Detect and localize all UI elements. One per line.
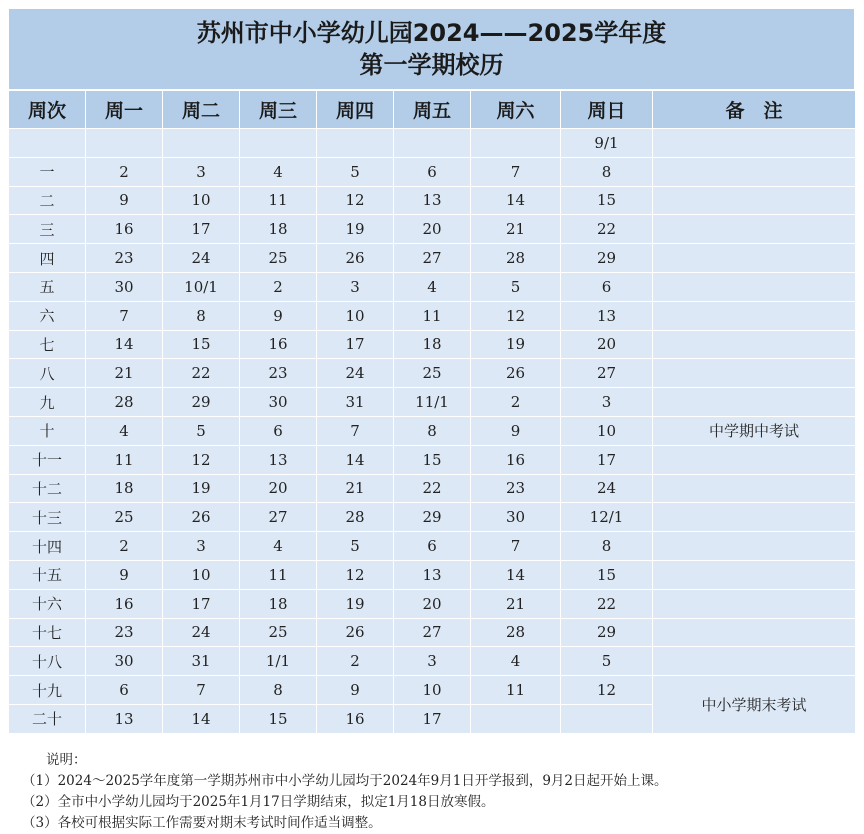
calendar-subtitle: 第一学期校历	[359, 51, 504, 79]
day-cell: 2	[240, 272, 317, 301]
day-cell: 3	[394, 647, 471, 676]
header-wed: 周三	[240, 91, 317, 129]
day-cell: 14	[471, 560, 561, 589]
header-mon: 周一	[86, 91, 163, 129]
remark-cell	[653, 215, 856, 244]
day-cell: 29	[561, 244, 653, 273]
day-cell: 28	[86, 388, 163, 417]
header-fri: 周五	[394, 91, 471, 129]
week-number-cell: 六	[9, 301, 86, 330]
day-cell: 19	[471, 330, 561, 359]
day-cell: 14	[317, 445, 394, 474]
week-number-cell: 十七	[9, 618, 86, 647]
day-cell: 31	[317, 388, 394, 417]
day-cell: 18	[86, 474, 163, 503]
table-row	[9, 589, 856, 618]
day-cell: 24	[561, 474, 653, 503]
notes-heading: 说明：	[46, 752, 87, 768]
day-cell: 23	[86, 244, 163, 273]
note-item-3: （3）各校可根据实际工作需要对期末考试时间作适当调整。	[22, 815, 382, 831]
day-cell: 11	[240, 560, 317, 589]
table-row	[9, 445, 856, 474]
day-cell: 19	[317, 589, 394, 618]
day-cell: 17	[163, 589, 240, 618]
day-cell: 9/1	[561, 129, 653, 158]
day-cell: 13	[561, 301, 653, 330]
day-cell: 11	[86, 445, 163, 474]
day-cell: 12	[317, 186, 394, 215]
day-cell: 30	[86, 272, 163, 301]
day-cell: 2	[86, 532, 163, 561]
day-cell: 11	[240, 186, 317, 215]
remark-final: 中小学期末考试	[653, 676, 856, 734]
day-cell: 27	[561, 359, 653, 388]
day-cell: 15	[394, 445, 471, 474]
table-row	[9, 388, 856, 417]
day-cell: 10/1	[163, 272, 240, 301]
header-row	[9, 91, 856, 129]
remark-cell	[653, 532, 856, 561]
day-cell: 21	[471, 215, 561, 244]
day-cell: 15	[561, 560, 653, 589]
day-cell: 7	[317, 416, 394, 445]
day-cell: 12	[561, 676, 653, 705]
day-cell: 22	[394, 474, 471, 503]
day-cell: 15	[163, 330, 240, 359]
week-number-cell: 十八	[9, 647, 86, 676]
remark-cell	[653, 618, 856, 647]
day-cell: 8	[561, 157, 653, 186]
week-number-cell: 十六	[9, 589, 86, 618]
day-cell: 20	[561, 330, 653, 359]
calendar-title-block	[8, 8, 855, 90]
day-cell: 28	[471, 618, 561, 647]
calendar-table	[8, 90, 856, 734]
day-cell: 26	[317, 618, 394, 647]
remark-cell	[653, 272, 856, 301]
remark-cell	[653, 560, 856, 589]
day-cell: 5	[471, 272, 561, 301]
remark-midterm: 中学期中考试	[653, 416, 856, 445]
day-cell: 23	[471, 474, 561, 503]
day-cell: 4	[471, 647, 561, 676]
day-cell: 20	[394, 215, 471, 244]
day-cell: 14	[86, 330, 163, 359]
remark-cell	[653, 129, 856, 158]
day-cell: 10	[394, 676, 471, 705]
day-cell: 23	[240, 359, 317, 388]
day-cell: 28	[471, 244, 561, 273]
day-cell: 10	[317, 301, 394, 330]
day-cell: 22	[561, 589, 653, 618]
week-number-cell: 十一	[9, 445, 86, 474]
day-cell: 11	[394, 301, 471, 330]
day-cell: 15	[561, 186, 653, 215]
table-row	[9, 301, 856, 330]
day-cell: 22	[561, 215, 653, 244]
day-cell: 21	[317, 474, 394, 503]
day-cell: 26	[471, 359, 561, 388]
day-cell: 27	[394, 618, 471, 647]
day-cell: 16	[86, 589, 163, 618]
table-row	[9, 157, 856, 186]
day-cell: 21	[471, 589, 561, 618]
table-row	[9, 129, 856, 158]
table-row	[9, 503, 856, 532]
day-cell: 14	[163, 704, 240, 733]
week-number-cell: 十五	[9, 560, 86, 589]
calendar-body	[9, 129, 856, 734]
remark-cell	[653, 388, 856, 417]
day-cell: 13	[394, 186, 471, 215]
day-cell: 4	[86, 416, 163, 445]
week-number-cell: 五	[9, 272, 86, 301]
week-number-cell: 十九	[9, 676, 86, 705]
table-row	[9, 272, 856, 301]
week-number-cell: 二十	[9, 704, 86, 733]
day-cell: 10	[561, 416, 653, 445]
day-cell: 7	[86, 301, 163, 330]
day-cell: 12	[471, 301, 561, 330]
day-cell: 30	[86, 647, 163, 676]
day-cell: 11	[471, 676, 561, 705]
day-cell: 11/1	[394, 388, 471, 417]
week-number-cell: 十四	[9, 532, 86, 561]
school-calendar	[8, 8, 855, 831]
day-cell: 5	[163, 416, 240, 445]
remark-cell	[653, 186, 856, 215]
day-cell: 5	[561, 647, 653, 676]
table-row	[9, 474, 856, 503]
day-cell: 3	[561, 388, 653, 417]
week-number-cell: 八	[9, 359, 86, 388]
day-cell: 29	[394, 503, 471, 532]
day-cell: 12	[317, 560, 394, 589]
day-cell: 10	[163, 186, 240, 215]
day-cell: 9	[86, 186, 163, 215]
day-cell: 10	[163, 560, 240, 589]
day-cell: 12/1	[561, 503, 653, 532]
day-cell: 31	[163, 647, 240, 676]
day-cell: 25	[240, 618, 317, 647]
header-sat: 周六	[471, 91, 561, 129]
week-number-cell: 十二	[9, 474, 86, 503]
day-cell: 17	[163, 215, 240, 244]
day-cell: 6	[240, 416, 317, 445]
day-cell: 16	[317, 704, 394, 733]
table-row	[9, 416, 856, 445]
week-number-cell: 九	[9, 388, 86, 417]
note-item-2: （2）全市中小学幼儿园均于2025年1月17日学期结束，拟定1月18日放寒假。	[22, 794, 495, 810]
header-tue: 周二	[163, 91, 240, 129]
week-number-cell: 三	[9, 215, 86, 244]
remark-cell	[653, 359, 856, 388]
day-cell: 18	[240, 215, 317, 244]
day-cell: 27	[240, 503, 317, 532]
day-cell: 13	[86, 704, 163, 733]
day-cell: 16	[240, 330, 317, 359]
day-cell: 9	[86, 560, 163, 589]
table-row	[9, 618, 856, 647]
day-cell	[317, 129, 394, 158]
day-cell: 6	[394, 157, 471, 186]
day-cell: 23	[86, 618, 163, 647]
remark-cell	[653, 445, 856, 474]
remark-cell	[653, 244, 856, 273]
day-cell: 3	[163, 532, 240, 561]
day-cell: 3	[163, 157, 240, 186]
day-cell: 8	[394, 416, 471, 445]
remark-cell	[653, 474, 856, 503]
day-cell	[86, 129, 163, 158]
day-cell	[394, 129, 471, 158]
day-cell: 24	[163, 244, 240, 273]
day-cell: 13	[394, 560, 471, 589]
day-cell: 8	[240, 676, 317, 705]
day-cell: 7	[163, 676, 240, 705]
header-week: 周次	[9, 91, 86, 129]
day-cell: 25	[86, 503, 163, 532]
remark-cell	[653, 589, 856, 618]
day-cell: 25	[394, 359, 471, 388]
day-cell: 24	[163, 618, 240, 647]
week-number-cell: 一	[9, 157, 86, 186]
day-cell: 24	[317, 359, 394, 388]
day-cell	[163, 129, 240, 158]
header-thu: 周四	[317, 91, 394, 129]
day-cell: 19	[317, 215, 394, 244]
day-cell: 6	[394, 532, 471, 561]
calendar-title: 苏州市中小学幼儿园2024——2025学年度	[196, 19, 667, 47]
day-cell: 16	[86, 215, 163, 244]
day-cell: 5	[317, 532, 394, 561]
day-cell: 19	[163, 474, 240, 503]
note-item-1: （1）2024～2025学年度第一学期苏州市中小学幼儿园均于2024年9月1日开学报到，9月2日起开始上课。	[22, 773, 668, 789]
remark-cell	[653, 301, 856, 330]
day-cell: 25	[240, 244, 317, 273]
day-cell: 2	[471, 388, 561, 417]
week-number-cell	[9, 129, 86, 158]
day-cell: 17	[317, 330, 394, 359]
table-row	[9, 215, 856, 244]
day-cell: 20	[394, 589, 471, 618]
day-cell	[471, 704, 561, 733]
day-cell: 17	[394, 704, 471, 733]
header-remarks: 备 注	[653, 91, 856, 129]
day-cell: 4	[240, 532, 317, 561]
day-cell: 2	[317, 647, 394, 676]
day-cell: 20	[240, 474, 317, 503]
remark-cell	[653, 647, 856, 676]
day-cell: 27	[394, 244, 471, 273]
table-row	[9, 186, 856, 215]
remark-cell	[653, 503, 856, 532]
day-cell: 30	[240, 388, 317, 417]
remark-cell	[653, 157, 856, 186]
day-cell: 8	[561, 532, 653, 561]
week-number-cell: 十	[9, 416, 86, 445]
day-cell: 15	[240, 704, 317, 733]
notes-section	[22, 750, 668, 834]
table-row	[9, 647, 856, 676]
day-cell	[561, 704, 653, 733]
table-row	[9, 330, 856, 359]
day-cell: 1/1	[240, 647, 317, 676]
day-cell: 7	[471, 532, 561, 561]
day-cell: 6	[561, 272, 653, 301]
day-cell: 3	[317, 272, 394, 301]
day-cell: 30	[471, 503, 561, 532]
day-cell: 13	[240, 445, 317, 474]
day-cell: 22	[163, 359, 240, 388]
header-sun: 周日	[561, 91, 653, 129]
day-cell	[471, 129, 561, 158]
table-row	[9, 560, 856, 589]
week-number-cell: 二	[9, 186, 86, 215]
day-cell: 14	[471, 186, 561, 215]
day-cell: 7	[471, 157, 561, 186]
week-number-cell: 十三	[9, 503, 86, 532]
day-cell: 26	[317, 244, 394, 273]
day-cell: 12	[163, 445, 240, 474]
table-row	[9, 244, 856, 273]
day-cell: 18	[394, 330, 471, 359]
table-row	[9, 359, 856, 388]
day-cell	[240, 129, 317, 158]
day-cell: 2	[86, 157, 163, 186]
day-cell: 28	[317, 503, 394, 532]
day-cell: 8	[163, 301, 240, 330]
day-cell: 9	[240, 301, 317, 330]
day-cell: 29	[163, 388, 240, 417]
day-cell: 9	[471, 416, 561, 445]
table-row	[9, 532, 856, 561]
week-number-cell: 四	[9, 244, 86, 273]
day-cell: 4	[394, 272, 471, 301]
day-cell: 29	[561, 618, 653, 647]
week-number-cell: 七	[9, 330, 86, 359]
day-cell: 21	[86, 359, 163, 388]
day-cell: 17	[561, 445, 653, 474]
day-cell: 18	[240, 589, 317, 618]
table-row	[9, 676, 856, 705]
day-cell: 26	[163, 503, 240, 532]
day-cell: 16	[471, 445, 561, 474]
day-cell: 6	[86, 676, 163, 705]
day-cell: 9	[317, 676, 394, 705]
day-cell: 5	[317, 157, 394, 186]
day-cell: 4	[240, 157, 317, 186]
remark-cell	[653, 330, 856, 359]
